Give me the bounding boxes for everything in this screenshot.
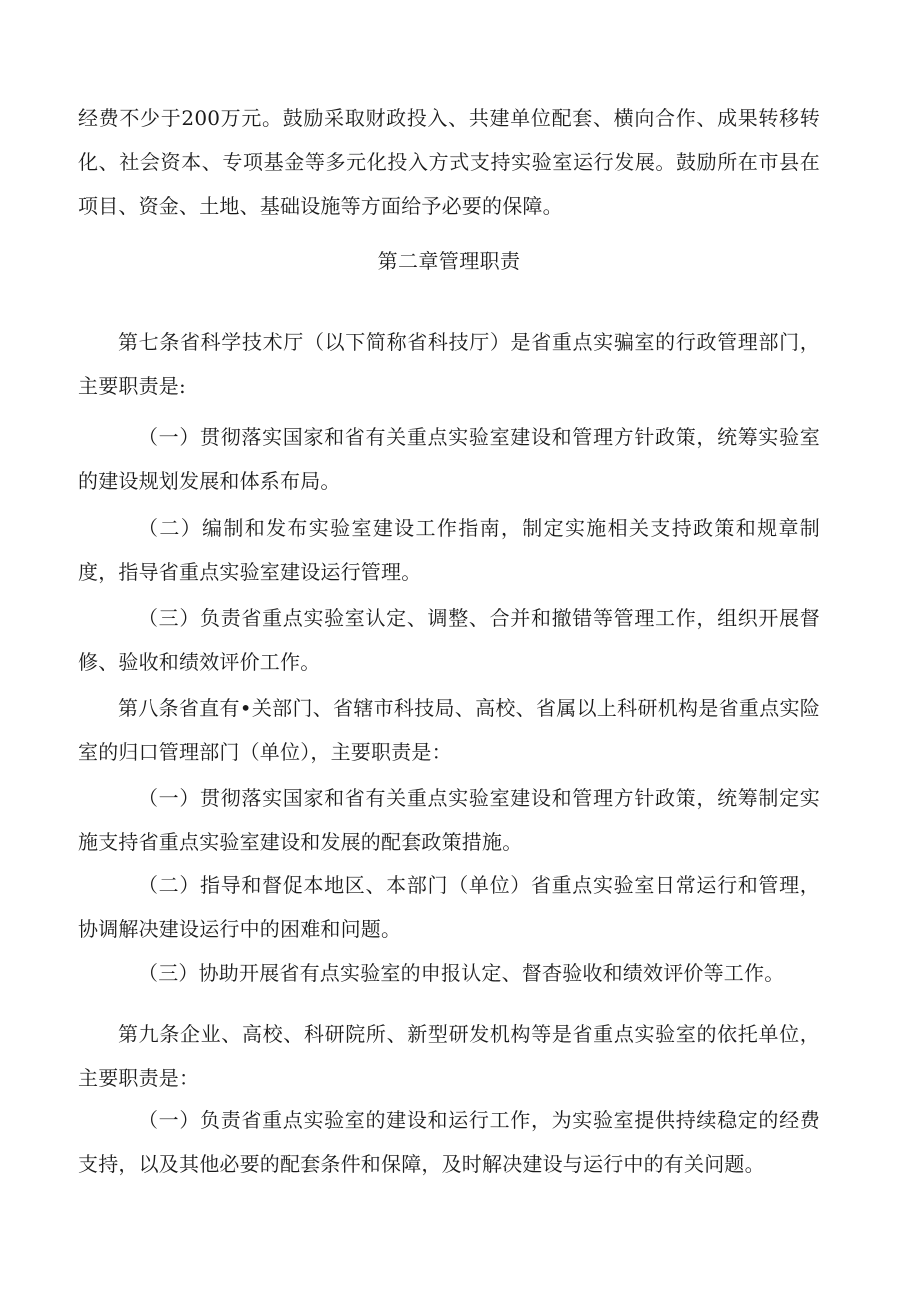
funding-paragraph: 经费不少于200万元。鼓励采取财政投入、共建单位配套、横向合作、成果转移转化、社会资本、专项基金等多元化投入方式支持实验室运行发展。鼓励所在市县在项目、资金、土地、基础设施等方面给予必要的保障。 [78,106,820,218]
article-9: 第九条企业、高校、科研院所、新型研发机构等是省重点实验室的依托单位，主要职责是： [78,1022,820,1090]
article-7: 第七条省科学技术厅（以下简称省科技厅）是省重点实骗室的行政管理部门，主要职责是: [78,330,820,398]
article-9-item-1: （一）负责省重点实验室的建设和运行工作，为实验室提供持续稳定的经费支持，以及其他必要的配套条件和保障，及时解决建设与运行中的有关问题。 [78,1108,820,1176]
article-8-item-3: （三）协助开展省有点实验室的申报认定、督杳验收和绩效评价等工作。 [138,961,785,985]
article-7-item-1: （一）贯彻落实国家和省有关重点实验室建设和管理方针政策，统筹实验室的建设规划发展和体系布局。 [78,425,820,493]
article-7-item-3: （三）负责省重点实验室认定、调整、合并和撤错等管理工作，组织开展督修、验收和绩效评价工作。 [78,606,820,674]
article-8-item-2: （二）指导和督促本地区、本部门（单位）省重点实验室日常运行和管理，协调解决建设运行中的困难和问题。 [78,873,820,941]
article-8: 第八条省直有•关部门、省辖市科技局、高校、省属以上科研机构是省重点实险室的归口管理部门（单位），主要职责是： [78,696,820,764]
chapter-heading: 第二章管理职责 [377,249,521,273]
article-8-item-1: （一）贯彻落实国家和省有关重点实验室建设和管理方针政策，统筹制定实施支持省重点实验室建设和发展的配套政策措施。 [78,786,820,854]
article-7-item-2: （二）编制和发布实验室建设工作指南，制定实施相关支持政策和规章制度，指导省重点实验室建设运行管理。 [78,516,820,584]
